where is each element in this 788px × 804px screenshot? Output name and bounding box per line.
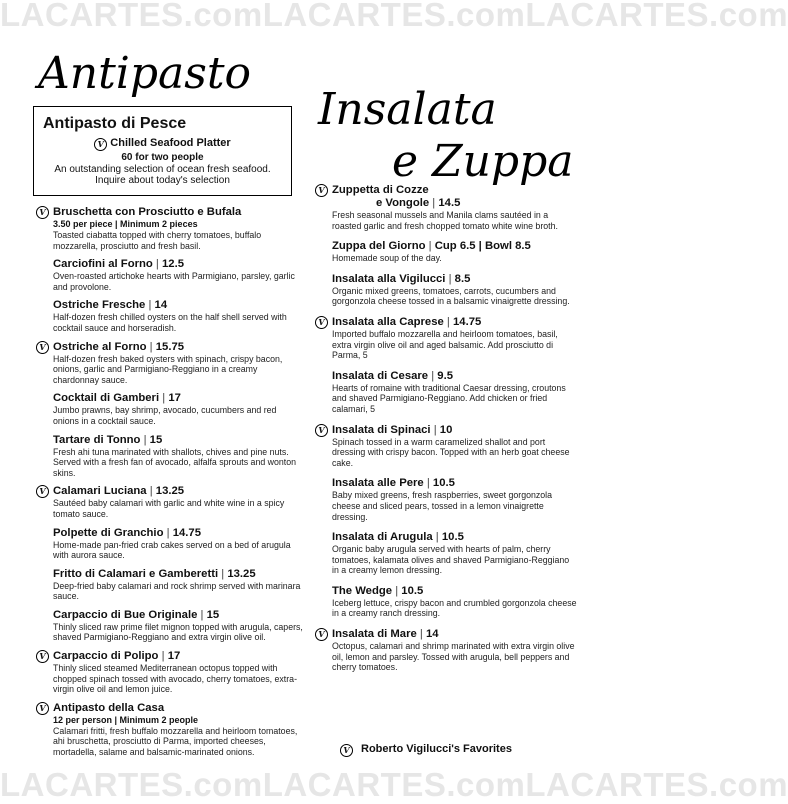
item-name: Carciofini al Forno xyxy=(53,258,153,271)
menu-item xyxy=(53,609,303,643)
item-name: Insalata alla Caprese xyxy=(332,315,444,328)
item-description: Homemade soup of the day. xyxy=(332,253,442,264)
item-description: Half-dozen fresh chilled oysters on the half shell served with cocktail sauce and horseradish. xyxy=(53,312,287,333)
menu-item xyxy=(39,650,303,695)
menu-item xyxy=(318,423,577,469)
item-name: Insalata alle Pere xyxy=(332,477,424,490)
item-title xyxy=(53,650,303,663)
item-name: Insalata di Cesare xyxy=(332,369,429,382)
item-description: Baby mixed greens, fresh raspberries, sweet gorgonzola cheese and sliced pears, tossed in a lemon vinaigrette dressing. xyxy=(332,490,553,522)
vigilucci-favorite-icon: V xyxy=(315,316,328,329)
item-title xyxy=(332,477,577,490)
price-separator: | xyxy=(425,240,435,253)
insalata-heading: Insalata xyxy=(318,84,497,135)
price-separator: | xyxy=(392,584,402,597)
item-description: Fresh ahi tuna marinated with shallots, chives and pine nuts. Served with a fresh fan of avocado, alfalfa sprouts and wonton skins. xyxy=(53,446,297,478)
menu-item xyxy=(318,315,577,361)
vigilucci-favorite-icon: V xyxy=(315,628,328,641)
item-name: Calamari Luciana xyxy=(53,485,147,498)
menu-item xyxy=(332,531,577,576)
item-name: Fritto di Calamari e Gamberetti xyxy=(53,567,219,580)
item-title xyxy=(53,434,303,447)
watermark-top xyxy=(0,0,788,33)
item-description: Half-dozen fresh baked oysters with spinach, crispy bacon, onions, garlic and Parmigiano-Reggiano in a creamy chardonnay sauce. xyxy=(53,353,283,385)
price-separator: | xyxy=(432,531,442,544)
vigilucci-favorite-icon: V xyxy=(340,744,353,757)
item-title xyxy=(332,370,577,383)
platter-price: 60 for two people xyxy=(121,152,204,163)
platter-name: Chilled Seafood Platter xyxy=(110,137,231,149)
platter-desc-1: An outstanding selection of ocean fresh seafood. xyxy=(54,164,271,175)
watermark-text: LACARTES.com xyxy=(0,0,263,33)
item-price: 8.5 xyxy=(454,272,471,285)
menu-item xyxy=(39,701,303,758)
price-separator: | xyxy=(445,272,455,285)
item-price: 14.75 xyxy=(172,526,201,539)
vigilucci-favorite-icon: V xyxy=(36,650,49,663)
item-title xyxy=(332,628,577,641)
item-name: Insalata di Spinaci xyxy=(332,423,431,436)
item-title xyxy=(53,299,303,312)
item-title xyxy=(332,424,577,437)
item-name: Zuppa del Giorno xyxy=(332,240,426,253)
item-description: Imported buffalo mozzarella and heirloom tomatoes, basil, extra virgin olive oil and aged balsamic. Add prosciutto di Parma, 5 xyxy=(332,328,558,361)
item-name: Tartare di Tonno xyxy=(53,433,141,446)
item-name: Carpaccio di Polipo xyxy=(53,650,159,663)
item-name: Polpette di Granchio xyxy=(53,526,164,539)
item-name: Antipasto della Casa xyxy=(53,701,165,714)
price-separator: | xyxy=(158,650,168,663)
menu-item xyxy=(53,568,303,602)
menu-item xyxy=(39,485,303,519)
item-name: Zuppetta di Cozze xyxy=(332,184,429,196)
menu-item xyxy=(39,340,303,386)
menu-item xyxy=(332,477,577,522)
item-price: Cup 6.5 | Bowl 8.5 xyxy=(434,240,531,253)
antipasto-list xyxy=(39,206,303,765)
item-price: 10.5 xyxy=(432,477,455,490)
item-description: Organic mixed greens, tomatoes, carrots, cucumbers and gorgonzola cheese tossed in a balsamic vinaigrette dressing. xyxy=(332,285,570,307)
price-separator: | xyxy=(159,392,169,405)
item-title xyxy=(332,316,577,329)
item-title xyxy=(53,485,303,498)
vigilucci-favorite-icon: V xyxy=(315,184,328,197)
item-name: Insalata di Arugula xyxy=(332,531,433,544)
item-title xyxy=(332,184,577,197)
item-price: 14.5 xyxy=(438,197,461,209)
price-separator: | xyxy=(416,628,426,641)
item-serving: 3.50 per piece | Minimum 2 pieces xyxy=(53,219,198,229)
price-separator: | xyxy=(428,369,438,382)
item-description: Home-made pan-fried crab cakes served on a bed of arugula with aurora sauce. xyxy=(53,539,291,561)
menu-item xyxy=(53,392,303,426)
watermark-text: LACARTES.com xyxy=(525,0,788,33)
price-separator: | xyxy=(429,197,439,209)
zuppa-heading: e Zuppa xyxy=(392,136,574,187)
favorites-legend xyxy=(340,743,512,757)
item-price: 15 xyxy=(206,608,220,621)
vigilucci-favorite-icon: V xyxy=(94,138,107,151)
item-price: 14 xyxy=(154,299,168,312)
menu-item xyxy=(53,258,303,292)
item-title xyxy=(53,258,303,271)
item-description: Hearts of romaine with traditional Caesar dressing, croutons and shaved Parmigiano-Reggiano. Add chicken or fried calamari, 5 xyxy=(332,382,566,414)
item-price: 14 xyxy=(425,628,439,641)
item-title xyxy=(332,531,577,544)
vigilucci-favorite-icon: V xyxy=(315,424,328,437)
watermark-text: LACARTES.com xyxy=(262,0,526,33)
platter-desc-2: Inquire about today's selection xyxy=(95,175,230,186)
item-title-line2 xyxy=(332,197,577,210)
item-description: Spinach tossed in a warm caramelized shallot and port dressing with crispy bacon. Topped with an herb goat cheese cake. xyxy=(332,436,570,468)
price-separator: | xyxy=(423,477,433,490)
item-title xyxy=(53,392,303,405)
price-separator: | xyxy=(146,340,156,353)
item-price: 15 xyxy=(149,433,163,446)
item-name: Cocktail di Gamberi xyxy=(53,392,160,405)
price-separator: | xyxy=(145,299,155,312)
item-price: 10 xyxy=(439,423,453,436)
item-description: Fresh seasonal mussels and Manila clams sautéed in a roasted garlic and fresh chopped tomato white wine broth. xyxy=(332,210,558,231)
menu-item xyxy=(332,273,577,307)
item-description: Oven-roasted artichoke hearts with Parmigiano, parsley, garlic and provolone. xyxy=(53,271,295,292)
menu-item xyxy=(332,240,577,264)
vigilucci-favorite-icon: V xyxy=(36,485,49,498)
item-price: 10.5 xyxy=(401,584,424,597)
item-description: Sautéed baby calamari with garlic and white wine in a spicy tomato sauce. xyxy=(53,498,285,519)
watermark-text: LACARTES.com xyxy=(525,766,788,803)
item-price: 15.75 xyxy=(155,340,185,353)
item-name: Insalata alla Vigilucci xyxy=(332,272,446,285)
price-separator: | xyxy=(430,423,440,436)
item-name: Ostriche Fresche xyxy=(53,299,146,312)
box-title: Antipasto di Pesce xyxy=(43,115,187,132)
item-title xyxy=(332,273,577,286)
item-title xyxy=(332,240,577,253)
watermark-bottom xyxy=(0,766,788,803)
item-price: 13.25 xyxy=(155,485,185,498)
item-description: Toasted ciabatta topped with cherry tomatoes, buffalo mozzarella, prosciutto and fresh basil. xyxy=(53,230,262,251)
menu-item xyxy=(318,628,577,673)
price-separator: | xyxy=(140,433,150,446)
menu-item xyxy=(332,370,577,415)
menu-item xyxy=(318,184,577,231)
antipasto-heading: Antipasto xyxy=(38,48,252,99)
item-price: 9.5 xyxy=(437,369,454,382)
price-separator: | xyxy=(152,258,163,271)
vigilucci-favorite-icon: V xyxy=(36,702,49,715)
price-separator: | xyxy=(146,485,156,498)
item-title xyxy=(53,702,303,715)
price-separator: | xyxy=(443,315,453,328)
item-name: Ostriche al Forno xyxy=(53,340,147,353)
price-separator: | xyxy=(218,567,228,580)
item-price: 14.75 xyxy=(453,315,482,328)
item-description: Iceberg lettuce, crispy bacon and crumbled gorgonzola cheese in a creamy ranch dressing. xyxy=(332,597,577,619)
item-price: 17 xyxy=(168,392,181,405)
watermark-text: LACARTES.com xyxy=(0,766,263,803)
item-title xyxy=(53,341,303,354)
menu-item xyxy=(39,206,303,251)
item-description: Thinly sliced raw prime filet mignon topped with arugula, capers, shaved Parmigiano-Reggiano and extra virgin olive oil. xyxy=(53,621,303,643)
menu-item xyxy=(53,299,303,333)
item-description: Thinly sliced steamed Mediterranean octopus topped with chopped spinach tossed with avocado, cherry tomatoes, extra-virgin olive oil and lemon juice. xyxy=(53,663,298,695)
item-name: Carpaccio di Bue Originale xyxy=(53,608,198,621)
item-title xyxy=(53,609,303,622)
item-description: Deep-fried baby calamari and rock shrimp served with marinara sauce. xyxy=(53,580,301,602)
menu-item xyxy=(53,434,303,479)
watermark-text: LACARTES.com xyxy=(262,766,526,803)
item-name: Bruschetta con Prosciutto e Bufala xyxy=(53,206,242,218)
item-description: Octopus, calamari and shrimp marinated with extra virgin olive oil, lemon and parsley. Tossed with arugula, bell peppers and cherry tomatoes. xyxy=(332,641,575,673)
item-price: 12.5 xyxy=(162,258,185,271)
seafood-platter-box xyxy=(33,106,292,196)
item-title xyxy=(53,527,303,540)
item-serving: 12 per person | Minimum 2 people xyxy=(53,714,199,725)
item-price: 17 xyxy=(167,650,181,663)
item-name: The Wedge xyxy=(332,584,393,597)
menu-item xyxy=(332,585,577,619)
item-description: Organic baby arugula served with hearts of palm, cherry tomatoes, kalamata olives and shaved Parmigiano-Reggiano in a creamy lemon dressing. xyxy=(332,544,570,576)
item-price: 13.25 xyxy=(227,567,256,580)
item-description: Calamari fritti, fresh buffalo mozzarella and heirloom tomatoes, ahi bruschetta, prosciutto di Parma, imported cheeses, mortadella, salame and balsamic-marinated onions. xyxy=(53,725,298,758)
item-name: Insalata di Mare xyxy=(332,628,417,641)
item-title xyxy=(53,568,303,581)
item-description: Jumbo prawns, bay shrimp, avocado, cucumbers and red onions in a cocktail sauce. xyxy=(53,405,277,426)
price-separator: | xyxy=(197,608,207,621)
item-name-cont: e Vongole xyxy=(376,197,430,209)
item-title xyxy=(332,585,577,598)
platter-title xyxy=(34,138,291,151)
vigilucci-favorite-icon: V xyxy=(36,341,49,354)
menu-item xyxy=(53,527,303,561)
vigilucci-favorite-icon: V xyxy=(36,206,49,219)
favorites-label: Roberto Vigilucci's Favorites xyxy=(361,743,512,755)
item-price: 10.5 xyxy=(441,531,464,544)
insalata-zuppa-list xyxy=(318,184,577,682)
item-title xyxy=(53,206,303,219)
price-separator: | xyxy=(163,526,173,539)
